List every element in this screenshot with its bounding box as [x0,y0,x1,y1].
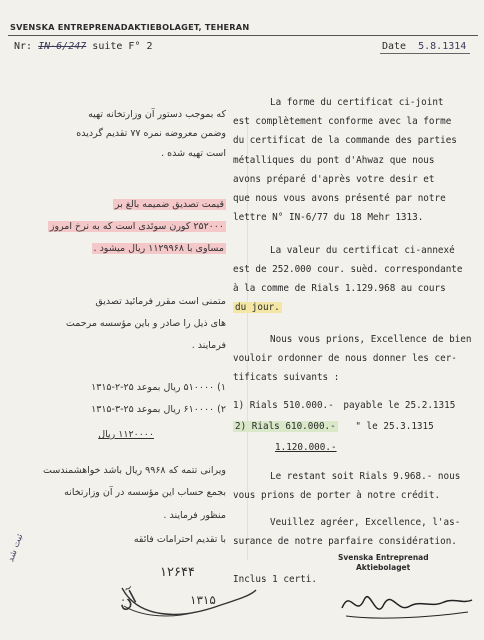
fr-item-2 [233,421,434,432]
fr-items-total: 1.120.000.- [275,442,337,453]
stamp-word: آن [114,586,141,615]
fr-para-3-line-2: vouloir ordonner de nous donner les cer- [233,353,457,364]
signatory-line-2: Aktiebolaget [356,563,411,572]
fa-item-2: ۲) ۶۱۰۰۰۰ ریال بموعد ۲۵-۳-۱۳۱۵ [91,404,226,415]
fr-para-5-line-2: surance de notre parfaire considération. [233,536,457,547]
fr-para-1-line-5: avons préparé d'après votre desir et [233,174,435,185]
fr-para-3-line-3: tificats suivants : [233,372,340,383]
fa-para-1-line-2: وضمن معروضه نمره ۷۷ تقدیم گردیده [76,128,226,139]
fr-para-3-line-1: Nous vous prions, Excellence de bien [270,334,472,345]
stamp-number: ۱۲۶۴۴ [160,565,195,580]
company-letterhead: SVENSKA ENTREPRENADAKTIEBOLAGET, TEHERAN [10,22,250,32]
fa-para-1-line-3: است تهیه شده . [161,148,226,159]
fr-para-4-line-2: vous prions de porter à notre crédit. [233,490,441,501]
fa-para-3-line-1: متمنی است مقرر فرمائید تصدیق [95,296,226,307]
fr-item-1 [233,400,455,411]
fa-para-2-line-2 [48,221,226,232]
fa-para-3-line-3: فرمایند . [191,340,226,351]
fr-para-4-line-1: Le restant soit Rials 9.968.- nous [270,471,461,482]
fr-para-2-line-4-text: du jour. [235,302,280,313]
fr-para-1-line-7: lettre N° IN-6/77 du 18 Mehr 1313. [233,212,424,223]
fr-para-2-line-3: à la comme de Rials 1.129.968 au cours [233,283,446,294]
fr-para-2-line-2: est de 252.000 cour. suèd. correspondante [233,264,463,275]
fa-para-4-line-1: ویرانی تتمه که ۹۹۶۸ ریال باشد خواهشمندست [43,465,226,476]
fa-para-2-line-3 [92,243,226,254]
fr-para-1-line-4: métalliques du pont d'Ahwaz que nous [233,155,435,166]
handwritten-signature-icon [336,578,476,628]
fa-para-2-line-3-text: مساوی با ۱۱۲۹۹۶۸ ریال میشود . [93,243,224,254]
fa-para-2-line-1 [113,199,226,210]
reference-number [14,41,153,52]
date-value: 5.8.1314 [418,41,467,52]
fr-para-1-line-2: est complètement conforme avec la forme [233,116,452,127]
fr-para-1-line-1: La forme du certificat ci-joint [270,97,444,108]
fa-item-1: ۱) ۵۱۰۰۰۰ ریال بموعد ۲۵-۲-۱۳۱۵ [91,382,226,393]
date-line [382,41,466,52]
fr-item-1-due: payable le 25.2.1315 [343,400,456,411]
fr-para-2-line-4 [233,302,282,313]
nr-value: IN-6/247 [38,41,87,52]
fr-para-2-line-1: La valeur du certificat ci-annexé [270,245,455,256]
fa-para-2-line-2-text: ۲۵۲۰۰۰ کورن سوئدی است که به نرخ امروز [49,221,224,232]
fa-para-2-line-1-text: قیمت تصدیق ضمیمه بالغ بر [114,199,224,210]
signatory-line-1: Svenska Entreprenad [338,553,429,562]
fa-item-total: ۱۱۲۰۰۰۰ ریال [98,429,154,440]
fa-margin-note: ثبت شد [6,532,26,564]
suite-label: suite F° 2 [92,41,153,52]
fr-item-1-amount: 1) Rials 510.000.- [233,400,334,411]
fr-para-1-line-3: du certificat de la commande des parties [233,135,457,146]
fr-para-1-line-6: que nous vous avons présenté par notre [233,193,446,204]
nr-label: Nr: [14,41,33,52]
fr-item-2-due: " le 25.3.1315 [355,421,434,432]
date-rule [380,53,470,54]
fa-para-4-line-3: منظور فرمایند . [163,510,226,521]
fr-para-5-line-1: Veuillez agréer, Excellence, l'as- [270,517,461,528]
header-rule [8,35,478,36]
registration-stamp-icon [118,548,258,628]
fa-para-4-line-2: بجمع حساب این مؤسسه در آن وزارتخانه [64,487,226,498]
date-label: Date [382,41,407,52]
fa-closing: با تقدیم احترامات فائقه [133,534,226,545]
fa-para-1-line-1: که بموجب دستور آن وزارتخانه تهیه [88,109,226,120]
fa-para-3-line-2: های ذیل را صادر و باین مؤسسه مرحمت [65,318,226,329]
stamp-date: ۱۳۱۵ [190,593,216,607]
fr-item-2-amount: 2) Rials 610.000.- [235,421,336,432]
enclosure-note: Inclus 1 certi. [233,574,317,585]
